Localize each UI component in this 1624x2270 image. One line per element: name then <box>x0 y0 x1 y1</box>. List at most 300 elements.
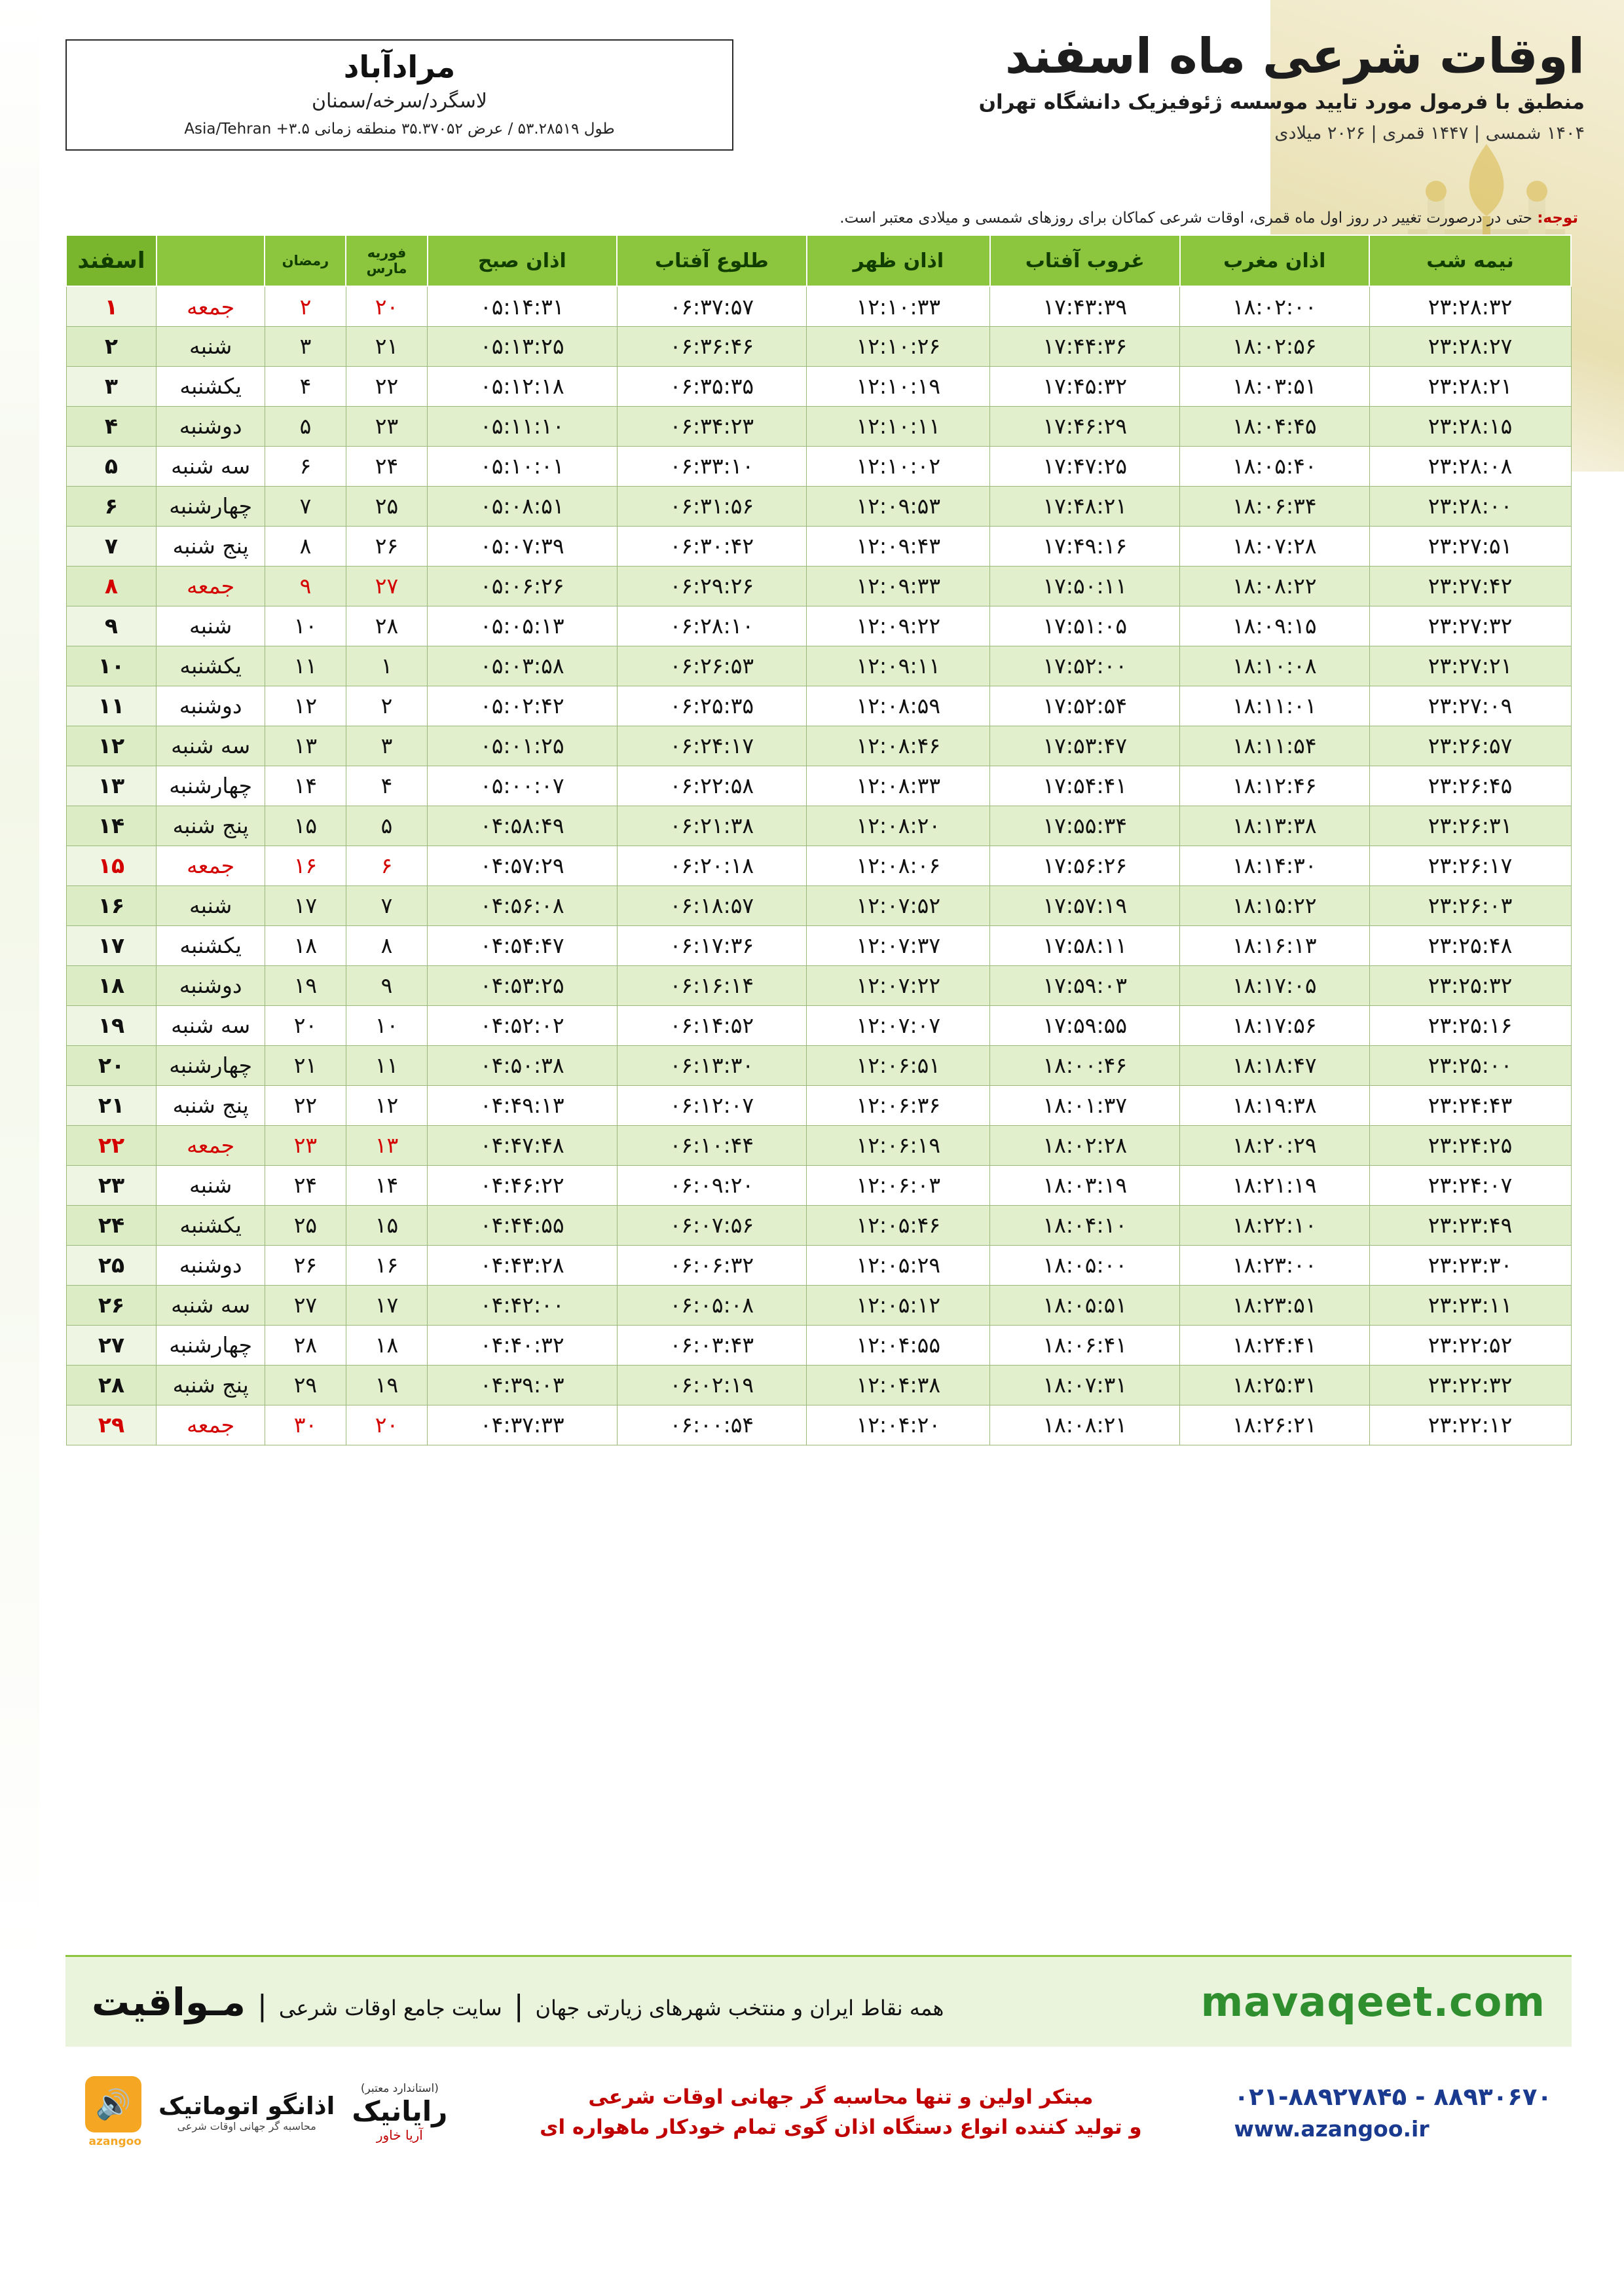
cell-sunrise: ۰۶:۱۳:۳۰ <box>617 1045 807 1085</box>
cell-daynum: ۲۳ <box>66 1165 157 1205</box>
cell-weekday: جمعه <box>157 1125 265 1165</box>
cell-midnight: ۲۳:۲۵:۴۸ <box>1369 925 1571 965</box>
cell-dhuhr: ۱۲:۰۸:۴۶ <box>807 726 990 766</box>
cell-fajr: ۰۴:۴۷:۴۸ <box>428 1125 618 1165</box>
cell-fajr: ۰۴:۳۹:۰۳ <box>428 1365 618 1405</box>
table-row <box>66 646 1571 686</box>
cell-daynum: ۱ <box>66 286 157 326</box>
footer-desc-line-1: مبتکر اولین و تنها محاسبه گر جهانی اوقات شرعی <box>588 2085 1094 2109</box>
cell-maghrib: ۱۸:۰۵:۴۰ <box>1180 446 1370 486</box>
page-years: ۱۴۰۴ شمسی | ۱۴۴۷ قمری | ۲۰۲۶ میلادی <box>1274 122 1585 143</box>
cell-hijri: ۱۳ <box>265 726 346 766</box>
cell-sunrise: ۰۶:۲۵:۳۵ <box>617 686 807 726</box>
footer-description <box>540 2082 1142 2143</box>
cell-sunset: ۱۷:۴۳:۳۹ <box>990 286 1180 326</box>
cell-dhuhr: ۱۲:۰۹:۲۲ <box>807 606 990 646</box>
cell-dhuhr: ۱۲:۰۷:۵۲ <box>807 885 990 925</box>
cell-maghrib: ۱۸:۲۶:۲۱ <box>1180 1405 1370 1445</box>
cell-gregorian: ۲۰ <box>346 286 427 326</box>
cell-hijri: ۲۳ <box>265 1125 346 1165</box>
cell-gregorian: ۱ <box>346 646 427 686</box>
cell-gregorian: ۲۴ <box>346 446 427 486</box>
table-row <box>66 406 1571 446</box>
page-footer <box>65 1955 1572 2171</box>
cell-hijri: ۹ <box>265 566 346 606</box>
table-body <box>66 286 1571 1445</box>
cell-daynum: ۲۶ <box>66 1285 157 1325</box>
cell-gregorian: ۶ <box>346 846 427 885</box>
cell-weekday: جمعه <box>157 846 265 885</box>
footer-contact-bar <box>65 2047 1572 2171</box>
cell-dhuhr: ۱۲:۰۴:۳۸ <box>807 1365 990 1405</box>
cell-midnight: ۲۳:۲۲:۳۲ <box>1369 1365 1571 1405</box>
cell-gregorian: ۲۶ <box>346 526 427 566</box>
cell-dhuhr: ۱۲:۰۷:۰۷ <box>807 1005 990 1045</box>
cell-fajr: ۰۵:۰۲:۴۲ <box>428 686 618 726</box>
table-row <box>66 1365 1571 1405</box>
cell-sunset: ۱۸:۰۷:۳۱ <box>990 1365 1180 1405</box>
cell-sunset: ۱۸:۰۱:۳۷ <box>990 1085 1180 1125</box>
cell-maghrib: ۱۸:۲۵:۳۱ <box>1180 1365 1370 1405</box>
column-header-maghrib: اذان مغرب <box>1180 235 1370 286</box>
cell-daynum: ۱۲ <box>66 726 157 766</box>
cell-fajr: ۰۴:۵۳:۲۵ <box>428 965 618 1005</box>
cell-daynum: ۶ <box>66 486 157 526</box>
cell-weekday: پنج شنبه <box>157 1085 265 1125</box>
cell-dhuhr: ۱۲:۰۸:۰۶ <box>807 846 990 885</box>
cell-dhuhr: ۱۲:۱۰:۳۳ <box>807 286 990 326</box>
footer-sep-1: | <box>513 1988 524 2022</box>
cell-sunset: ۱۷:۵۷:۱۹ <box>990 885 1180 925</box>
cell-hijri: ۲۸ <box>265 1325 346 1365</box>
cell-fajr: ۰۴:۳۷:۳۳ <box>428 1405 618 1445</box>
cell-maghrib: ۱۸:۱۳:۳۸ <box>1180 806 1370 846</box>
cell-weekday: سه شنبه <box>157 1005 265 1045</box>
cell-daynum: ۲۲ <box>66 1125 157 1165</box>
cell-sunset: ۱۷:۴۷:۲۵ <box>990 446 1180 486</box>
cell-dhuhr: ۱۲:۰۹:۴۳ <box>807 526 990 566</box>
cell-weekday: دوشنبه <box>157 686 265 726</box>
cell-hijri: ۱۸ <box>265 925 346 965</box>
page-title: اوقات شرعی ماه اسفند <box>1005 28 1585 84</box>
cell-fajr: ۰۴:۵۸:۴۹ <box>428 806 618 846</box>
cell-gregorian: ۱۳ <box>346 1125 427 1165</box>
cell-weekday: چهارشنبه <box>157 1325 265 1365</box>
cell-midnight: ۲۳:۲۷:۰۹ <box>1369 686 1571 726</box>
cell-maghrib: ۱۸:۱۵:۲۲ <box>1180 885 1370 925</box>
cell-weekday: پنج شنبه <box>157 526 265 566</box>
column-header-dhuhr: اذان ظهر <box>807 235 990 286</box>
cell-hijri: ۱۵ <box>265 806 346 846</box>
column-header-midnight: نیمه شب <box>1369 235 1571 286</box>
cell-dhuhr: ۱۲:۰۹:۳۳ <box>807 566 990 606</box>
cell-maghrib: ۱۸:۱۲:۴۶ <box>1180 766 1370 806</box>
cell-maghrib: ۱۸:۱۱:۰۱ <box>1180 686 1370 726</box>
cell-sunrise: ۰۶:۰۷:۵۶ <box>617 1205 807 1245</box>
cell-daynum: ۴ <box>66 406 157 446</box>
cell-sunset: ۱۸:۰۰:۴۶ <box>990 1045 1180 1085</box>
cell-maghrib: ۱۸:۱۶:۱۳ <box>1180 925 1370 965</box>
cell-sunset: ۱۷:۴۸:۲۱ <box>990 486 1180 526</box>
table-row <box>66 566 1571 606</box>
cell-gregorian: ۱۴ <box>346 1165 427 1205</box>
cell-dhuhr: ۱۲:۰۵:۱۲ <box>807 1285 990 1325</box>
cell-daynum: ۲۰ <box>66 1045 157 1085</box>
cell-daynum: ۱۱ <box>66 686 157 726</box>
cell-maghrib: ۱۸:۱۹:۳۸ <box>1180 1085 1370 1125</box>
cell-weekday: شنبه <box>157 606 265 646</box>
cell-maghrib: ۱۸:۰۴:۴۵ <box>1180 406 1370 446</box>
cell-hijri: ۱۰ <box>265 606 346 646</box>
table-header-row <box>66 235 1571 286</box>
cell-weekday: یکشنبه <box>157 646 265 686</box>
cell-dhuhr: ۱۲:۰۶:۱۹ <box>807 1125 990 1165</box>
cell-sunrise: ۰۶:۱۰:۴۴ <box>617 1125 807 1165</box>
table-row <box>66 606 1571 646</box>
cell-maghrib: ۱۸:۱۸:۴۷ <box>1180 1045 1370 1085</box>
cell-fajr: ۰۵:۰۶:۲۶ <box>428 566 618 606</box>
note-label: توجه: <box>1537 210 1578 227</box>
cell-sunset: ۱۷:۵۸:۱۱ <box>990 925 1180 965</box>
cell-hijri: ۲۹ <box>265 1365 346 1405</box>
speaker-icon: 🔊 <box>85 2076 141 2132</box>
cell-gregorian: ۹ <box>346 965 427 1005</box>
cell-fajr: ۰۵:۱۳:۲۵ <box>428 326 618 366</box>
cell-gregorian: ۲۸ <box>346 606 427 646</box>
table-row <box>66 446 1571 486</box>
cell-daynum: ۱۴ <box>66 806 157 846</box>
cell-dhuhr: ۱۲:۰۵:۴۶ <box>807 1205 990 1245</box>
cell-sunrise: ۰۶:۱۸:۵۷ <box>617 885 807 925</box>
cell-sunset: ۱۸:۰۵:۵۱ <box>990 1285 1180 1325</box>
cell-midnight: ۲۳:۲۷:۴۲ <box>1369 566 1571 606</box>
table-row <box>66 885 1571 925</box>
footer-logos <box>85 2076 447 2148</box>
cell-dhuhr: ۱۲:۰۷:۲۲ <box>807 965 990 1005</box>
cell-midnight: ۲۳:۲۲:۵۲ <box>1369 1325 1571 1365</box>
cell-dhuhr: ۱۲:۰۴:۵۵ <box>807 1325 990 1365</box>
cell-midnight: ۲۳:۲۸:۲۱ <box>1369 366 1571 406</box>
cell-sunrise: ۰۶:۲۴:۱۷ <box>617 726 807 766</box>
cell-sunrise: ۰۶:۲۲:۵۸ <box>617 766 807 806</box>
cell-gregorian: ۱۶ <box>346 1245 427 1285</box>
cell-weekday: شنبه <box>157 1165 265 1205</box>
cell-weekday: یکشنبه <box>157 366 265 406</box>
cell-sunset: ۱۷:۵۵:۳۴ <box>990 806 1180 846</box>
footer-brand-wrapper <box>92 1980 944 2024</box>
cell-fajr: ۰۵:۱۴:۳۱ <box>428 286 618 326</box>
cell-dhuhr: ۱۲:۰۸:۵۹ <box>807 686 990 726</box>
cell-maghrib: ۱۸:۲۱:۱۹ <box>1180 1165 1370 1205</box>
cell-gregorian: ۱۱ <box>346 1045 427 1085</box>
table-row <box>66 1285 1571 1325</box>
prayer-times-table <box>65 234 1572 1445</box>
cell-sunrise: ۰۶:۰۲:۱۹ <box>617 1365 807 1405</box>
cell-maghrib: ۱۸:۲۰:۲۹ <box>1180 1125 1370 1165</box>
cell-maghrib: ۱۸:۱۰:۰۸ <box>1180 646 1370 686</box>
cell-gregorian: ۲۱ <box>346 326 427 366</box>
cell-maghrib: ۱۸:۲۲:۱۰ <box>1180 1205 1370 1245</box>
cell-hijri: ۳۰ <box>265 1405 346 1445</box>
cell-weekday: شنبه <box>157 326 265 366</box>
cell-weekday: یکشنبه <box>157 925 265 965</box>
cell-hijri: ۲۵ <box>265 1205 346 1245</box>
cell-sunrise: ۰۶:۲۹:۲۶ <box>617 566 807 606</box>
cell-dhuhr: ۱۲:۰۴:۲۰ <box>807 1405 990 1445</box>
cell-weekday: چهارشنبه <box>157 486 265 526</box>
cell-fajr: ۰۴:۴۲:۰۰ <box>428 1285 618 1325</box>
cell-gregorian: ۱۰ <box>346 1005 427 1045</box>
footer-desc-line-2: و تولید کننده انواع دستگاه اذان گوی تمام خودکار ماهواره ای <box>540 2115 1142 2139</box>
cell-sunset: ۱۷:۵۰:۱۱ <box>990 566 1180 606</box>
location-coordinates: طول ۵۳.۲۸۵۱۹ / عرض ۳۵.۳۷۰۵۲ منطقه زمانی ۳.۵+ Asia/Tehran <box>184 120 615 138</box>
cell-gregorian: ۳ <box>346 726 427 766</box>
cell-fajr: ۰۴:۴۰:۳۲ <box>428 1325 618 1365</box>
cell-hijri: ۲۲ <box>265 1085 346 1125</box>
cell-maghrib: ۱۸:۲۴:۴۱ <box>1180 1325 1370 1365</box>
azangoo-logo-sub: محاسبه گر جهانی اوقات شرعی <box>177 2120 316 2132</box>
table-row <box>66 526 1571 566</box>
cell-sunset: ۱۷:۵۳:۴۷ <box>990 726 1180 766</box>
cell-hijri: ۲۶ <box>265 1245 346 1285</box>
cell-sunrise: ۰۶:۳۳:۱۰ <box>617 446 807 486</box>
cell-hijri: ۱۲ <box>265 686 346 726</box>
cell-dhuhr: ۱۲:۰۸:۲۰ <box>807 806 990 846</box>
azangoo-logo-main: اذانگو اتوماتیک <box>158 2092 335 2120</box>
cell-hijri: ۶ <box>265 446 346 486</box>
page-subtitle: منطبق با فرمول مورد تایید موسسه ژئوفیزیک دانشگاه تهران <box>978 90 1585 114</box>
cell-sunset: ۱۷:۵۲:۰۰ <box>990 646 1180 686</box>
footer-domain[interactable]: mavaqeet.com <box>1200 1978 1545 2026</box>
cell-dhuhr: ۱۲:۰۸:۳۳ <box>807 766 990 806</box>
table-row <box>66 925 1571 965</box>
table-row <box>66 286 1571 326</box>
cell-sunset: ۱۷:۵۹:۰۳ <box>990 965 1180 1005</box>
cell-gregorian: ۱۷ <box>346 1285 427 1325</box>
footer-contact-block <box>1234 2083 1552 2142</box>
column-header-gregorian: فوریه مارس <box>346 235 427 286</box>
cell-daynum: ۲۵ <box>66 1245 157 1285</box>
cell-gregorian: ۱۲ <box>346 1085 427 1125</box>
cell-sunset: ۱۸:۰۵:۰۰ <box>990 1245 1180 1285</box>
cell-sunset: ۱۸:۰۸:۲۱ <box>990 1405 1180 1445</box>
cell-daynum: ۷ <box>66 526 157 566</box>
cell-gregorian: ۵ <box>346 806 427 846</box>
cell-dhuhr: ۱۲:۰۹:۱۱ <box>807 646 990 686</box>
cell-maghrib: ۱۸:۲۳:۰۰ <box>1180 1245 1370 1285</box>
cell-fajr: ۰۵:۰۱:۲۵ <box>428 726 618 766</box>
rayanik-logo-sub: آریا خاور <box>376 2127 423 2143</box>
cell-maghrib: ۱۸:۲۳:۵۱ <box>1180 1285 1370 1325</box>
cell-midnight: ۲۳:۲۳:۱۱ <box>1369 1285 1571 1325</box>
cell-weekday: شنبه <box>157 885 265 925</box>
table-row <box>66 806 1571 846</box>
cell-daynum: ۱۳ <box>66 766 157 806</box>
cell-daynum: ۲ <box>66 326 157 366</box>
cell-sunrise: ۰۶:۲۸:۱۰ <box>617 606 807 646</box>
cell-daynum: ۱۹ <box>66 1005 157 1045</box>
cell-daynum: ۵ <box>66 446 157 486</box>
footer-phone: ۰۲۱-۸۸۹۲۷۸۴۵ - ۸۸۹۳۰۶۷۰ <box>1234 2083 1552 2111</box>
cell-midnight: ۲۳:۲۴:۲۵ <box>1369 1125 1571 1165</box>
location-city: مرادآباد <box>343 49 456 84</box>
table-row <box>66 686 1571 726</box>
cell-midnight: ۲۳:۲۶:۳۱ <box>1369 806 1571 846</box>
table-row <box>66 1005 1571 1045</box>
cell-sunrise: ۰۶:۳۱:۵۶ <box>617 486 807 526</box>
cell-daynum: ۲۸ <box>66 1365 157 1405</box>
table-row <box>66 1325 1571 1365</box>
cell-maghrib: ۱۸:۰۲:۰۰ <box>1180 286 1370 326</box>
cell-sunrise: ۰۶:۰۹:۲۰ <box>617 1165 807 1205</box>
cell-fajr: ۰۵:۰۳:۵۸ <box>428 646 618 686</box>
cell-gregorian: ۲۵ <box>346 486 427 526</box>
cell-hijri: ۱۶ <box>265 846 346 885</box>
cell-maghrib: ۱۸:۰۲:۵۶ <box>1180 326 1370 366</box>
cell-fajr: ۰۴:۴۴:۵۵ <box>428 1205 618 1245</box>
footer-domain-wrapper[interactable] <box>1201 1978 1545 2026</box>
cell-gregorian: ۴ <box>346 766 427 806</box>
cell-sunset: ۱۷:۵۶:۲۶ <box>990 846 1180 885</box>
table-row <box>66 486 1571 526</box>
cell-sunrise: ۰۶:۳۷:۵۷ <box>617 286 807 326</box>
cell-midnight: ۲۳:۲۸:۳۲ <box>1369 286 1571 326</box>
cell-maghrib: ۱۸:۰۷:۲۸ <box>1180 526 1370 566</box>
cell-sunset: ۱۸:۰۳:۱۹ <box>990 1165 1180 1205</box>
cell-weekday: چهارشنبه <box>157 1045 265 1085</box>
cell-hijri: ۸ <box>265 526 346 566</box>
cell-midnight: ۲۳:۲۷:۳۲ <box>1369 606 1571 646</box>
cell-fajr: ۰۴:۴۳:۲۸ <box>428 1245 618 1285</box>
cell-weekday: سه شنبه <box>157 1285 265 1325</box>
cell-gregorian: ۷ <box>346 885 427 925</box>
table-row <box>66 1165 1571 1205</box>
cell-sunset: ۱۸:۰۲:۲۸ <box>990 1125 1180 1165</box>
cell-midnight: ۲۳:۲۷:۵۱ <box>1369 526 1571 566</box>
cell-hijri: ۲ <box>265 286 346 326</box>
cell-fajr: ۰۴:۵۴:۴۷ <box>428 925 618 965</box>
cell-midnight: ۲۳:۲۵:۱۶ <box>1369 1005 1571 1045</box>
cell-weekday: جمعه <box>157 1405 265 1445</box>
cell-sunrise: ۰۶:۰۶:۳۲ <box>617 1245 807 1285</box>
column-header-esfand: اسفند <box>66 235 157 286</box>
cell-daynum: ۲۷ <box>66 1325 157 1365</box>
cell-weekday: پنج شنبه <box>157 1365 265 1405</box>
cell-daynum: ۱۰ <box>66 646 157 686</box>
cell-midnight: ۲۳:۲۳:۳۰ <box>1369 1245 1571 1285</box>
footer-website[interactable]: www.azangoo.ir <box>1234 2116 1430 2142</box>
rayanik-logo-top: (استاندارد معتبر) <box>360 2081 439 2095</box>
footer-tagline-2: همه نقاط ایران و منتخب شهرهای زیارتی جهان <box>535 1995 944 2020</box>
cell-dhuhr: ۱۲:۰۶:۳۶ <box>807 1085 990 1125</box>
cell-daynum: ۲۴ <box>66 1205 157 1245</box>
cell-weekday: جمعه <box>157 566 265 606</box>
footer-brand-name: مـواقیت <box>92 1979 246 2024</box>
cell-maghrib: ۱۸:۱۷:۵۶ <box>1180 1005 1370 1045</box>
cell-fajr: ۰۴:۵۰:۳۸ <box>428 1045 618 1085</box>
background-decoration-left <box>0 0 39 1965</box>
cell-maghrib: ۱۸:۰۹:۱۵ <box>1180 606 1370 646</box>
cell-midnight: ۲۳:۲۲:۱۲ <box>1369 1405 1571 1445</box>
cell-sunrise: ۰۶:۰۵:۰۸ <box>617 1285 807 1325</box>
cell-midnight: ۲۳:۲۶:۱۷ <box>1369 846 1571 885</box>
note-text <box>65 210 1578 227</box>
cell-daynum: ۲۹ <box>66 1405 157 1445</box>
cell-maghrib: ۱۸:۱۴:۳۰ <box>1180 846 1370 885</box>
footer-brand-bar <box>65 1955 1572 2047</box>
cell-daynum: ۳ <box>66 366 157 406</box>
cell-sunset: ۱۷:۴۵:۳۲ <box>990 366 1180 406</box>
cell-dhuhr: ۱۲:۰۶:۵۱ <box>807 1045 990 1085</box>
cell-sunrise: ۰۶:۲۶:۵۳ <box>617 646 807 686</box>
cell-dhuhr: ۱۲:۱۰:۱۹ <box>807 366 990 406</box>
cell-sunrise: ۰۶:۱۴:۵۲ <box>617 1005 807 1045</box>
cell-weekday: دوشنبه <box>157 406 265 446</box>
cell-fajr: ۰۵:۱۱:۱۰ <box>428 406 618 446</box>
cell-fajr: ۰۵:۰۷:۳۹ <box>428 526 618 566</box>
cell-midnight: ۲۳:۲۸:۱۵ <box>1369 406 1571 446</box>
cell-gregorian: ۱۹ <box>346 1365 427 1405</box>
rayanik-logo-main: رایانیک <box>352 2094 448 2127</box>
cell-maghrib: ۱۸:۱۷:۰۵ <box>1180 965 1370 1005</box>
column-header-sunrise: طلوع آفتاب <box>617 235 807 286</box>
table-row <box>66 1245 1571 1285</box>
cell-fajr: ۰۴:۵۶:۰۸ <box>428 885 618 925</box>
cell-hijri: ۱۱ <box>265 646 346 686</box>
cell-dhuhr: ۱۲:۰۶:۰۳ <box>807 1165 990 1205</box>
cell-dhuhr: ۱۲:۰۷:۳۷ <box>807 925 990 965</box>
cell-hijri: ۲۷ <box>265 1285 346 1325</box>
table-row <box>66 726 1571 766</box>
cell-dhuhr: ۱۲:۱۰:۰۲ <box>807 446 990 486</box>
cell-sunrise: ۰۶:۳۴:۲۳ <box>617 406 807 446</box>
cell-gregorian: ۸ <box>346 925 427 965</box>
cell-sunrise: ۰۶:۳۶:۴۶ <box>617 326 807 366</box>
cell-sunset: ۱۷:۵۴:۴۱ <box>990 766 1180 806</box>
cell-gregorian: ۱۵ <box>346 1205 427 1245</box>
cell-sunrise: ۰۶:۰۰:۵۴ <box>617 1405 807 1445</box>
cell-weekday: دوشنبه <box>157 965 265 1005</box>
cell-sunset: ۱۷:۵۹:۵۵ <box>990 1005 1180 1045</box>
cell-fajr: ۰۴:۴۶:۲۲ <box>428 1165 618 1205</box>
cell-gregorian: ۲۳ <box>346 406 427 446</box>
table-row <box>66 366 1571 406</box>
cell-gregorian: ۲۷ <box>346 566 427 606</box>
cell-fajr: ۰۴:۴۹:۱۳ <box>428 1085 618 1125</box>
cell-sunset: ۱۷:۴۶:۲۹ <box>990 406 1180 446</box>
table-row <box>66 326 1571 366</box>
cell-daynum: ۸ <box>66 566 157 606</box>
cell-weekday: سه شنبه <box>157 446 265 486</box>
cell-hijri: ۱۹ <box>265 965 346 1005</box>
cell-hijri: ۷ <box>265 486 346 526</box>
cell-weekday: پنج شنبه <box>157 806 265 846</box>
table-row <box>66 1205 1571 1245</box>
table-row <box>66 846 1571 885</box>
page-header <box>799 28 1585 143</box>
cell-weekday: جمعه <box>157 286 265 326</box>
cell-daynum: ۱۷ <box>66 925 157 965</box>
cell-hijri: ۳ <box>265 326 346 366</box>
cell-sunrise: ۰۶:۳۵:۳۵ <box>617 366 807 406</box>
column-header-hijri: رمضان <box>265 235 346 286</box>
azangoo-mark-wrapper <box>85 2076 141 2148</box>
cell-dhuhr: ۱۲:۰۵:۲۹ <box>807 1245 990 1285</box>
cell-hijri: ۵ <box>265 406 346 446</box>
cell-gregorian: ۱۸ <box>346 1325 427 1365</box>
table-row <box>66 766 1571 806</box>
cell-sunrise: ۰۶:۰۳:۴۳ <box>617 1325 807 1365</box>
